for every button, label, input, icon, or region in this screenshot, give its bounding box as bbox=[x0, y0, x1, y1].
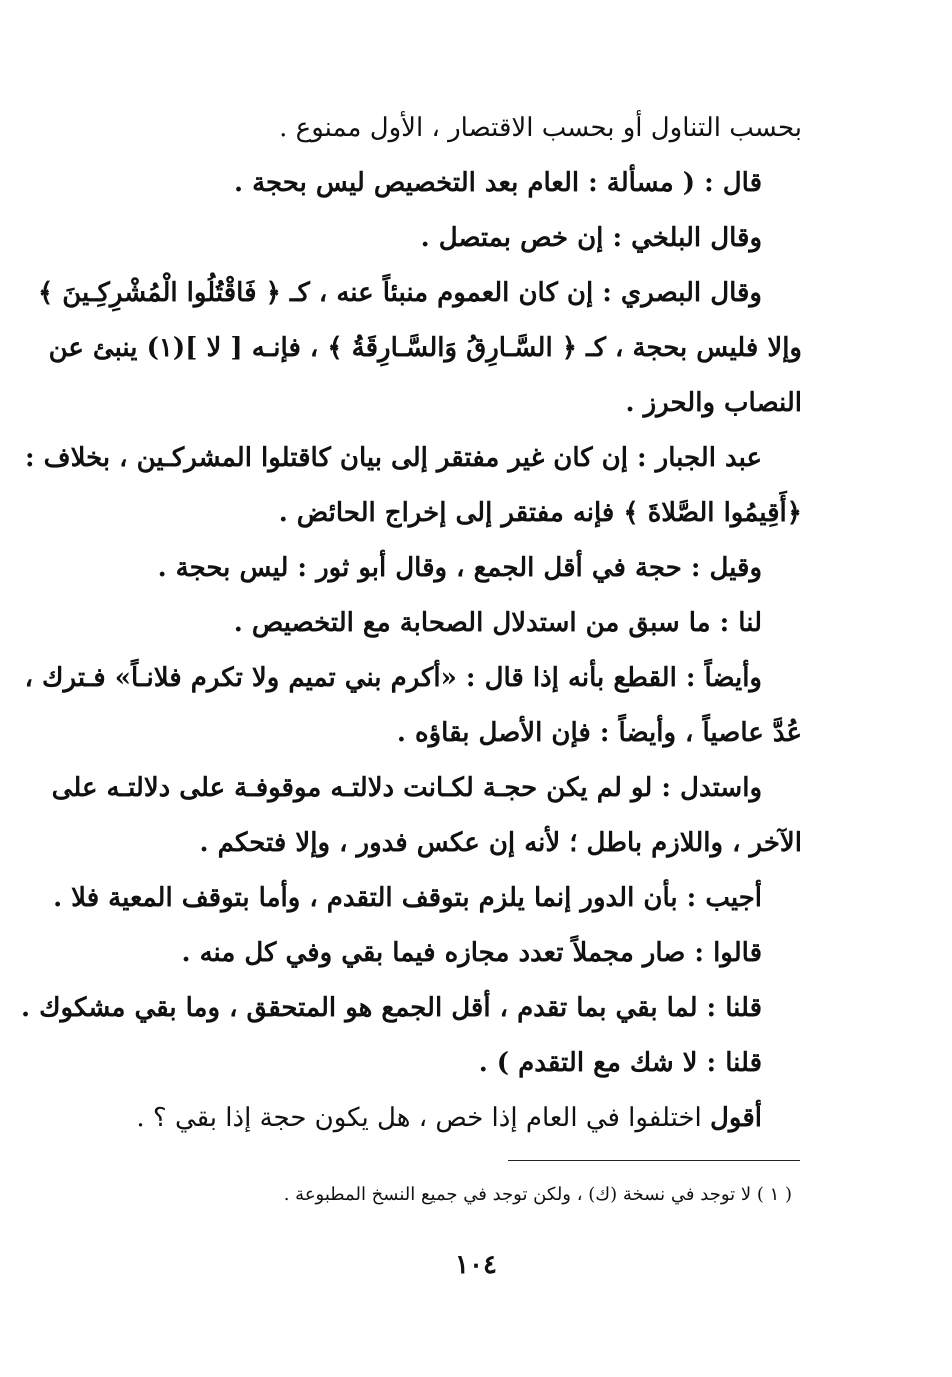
text-line-15: أجيب : بأن الدور إنما يلزم بتوقف التقدم ، وأما بتوقف المعية فلا . bbox=[53, 883, 762, 913]
text-line-4: وقال البصري : إن كان العموم منبئاً عنه ، كـ ﴿ فَاقْتُلُوا الْمُشْرِكِـينَ ﴾ bbox=[37, 278, 762, 308]
text-line-9: وقيل : حجة في أقل الجمع ، وقال أبو ثور : ليس بحجة . bbox=[157, 553, 762, 583]
aqulu-heading: أقول bbox=[710, 1103, 762, 1133]
text-line-13: واستدل : لو لم يكن حجـة لكـانت دلالتـه موقوفـة على دلالتـه على bbox=[51, 773, 762, 803]
text-line-2: قال : ( مسألة : العام بعد التخصيص ليس بحجة . bbox=[233, 168, 762, 198]
text-line-16: قالوا : صار مجملاً تعدد مجازه فيما بقي وفي كل منه . bbox=[181, 938, 762, 968]
text-line-3: وقال البلخي : إن خص بمتصل . bbox=[420, 223, 762, 253]
text-line-8: ﴿أَقِيمُوا الصَّلاةَ ﴾ فإنه مفتقر إلى إخراج الحائض . bbox=[278, 498, 802, 528]
text-line-11: وأيضاً : القطع بأنه إذا قال : «أكرم بني تميم ولا تكرم فلانـاً» فـترك ، bbox=[24, 663, 762, 693]
page-number: ١٠٤ bbox=[455, 1250, 497, 1280]
footnote-divider bbox=[508, 1160, 800, 1161]
text-line-7: عبد الجبار : إن كان غير مفتقر إلى بيان كاقتلوا المشركـين ، بخلاف : bbox=[24, 443, 762, 473]
text-line-12: عُدَّ عاصياً ، وأيضاً : فإن الأصل بقاؤه . bbox=[396, 718, 802, 748]
footnote: ( ١ ) لا توجد في نسخة (ك) ، ولكن توجد في جميع النسخ المطبوعة . bbox=[283, 1184, 792, 1205]
text-line-18: قلنا : لا شك مع التقدم ) . bbox=[478, 1048, 762, 1078]
text-line-19 bbox=[52, 1098, 762, 1138]
text-line-17: قلنا : لما بقي بما تقدم ، أقل الجمع هو المتحقق ، وما بقي مشكوك . bbox=[21, 993, 762, 1023]
text-line-5: وإلا فليس بحجة ، كـ ﴿ السَّـارِقُ وَالسَّـارِقَةُ ﴾ ، فإنـه [ لا ](١) ينبئ عن bbox=[48, 333, 802, 363]
text-line-6: النصاب والحرز . bbox=[625, 388, 802, 418]
text-line-14: الآخر ، واللازم باطل ؛ لأنه إن عكس فدور ، وإلا فتحكم . bbox=[199, 828, 802, 858]
text-line-10: لنا : ما سبق من استدلال الصحابة مع التخصيص . bbox=[233, 608, 762, 638]
text-line-1: بحسب التناول أو بحسب الاقتصار ، الأول ممنوع . bbox=[279, 113, 802, 143]
aqulu-text: اختلفوا في العام إذا خص ، هل يكون حجة إذا بقي ؟ . bbox=[136, 1103, 702, 1133]
